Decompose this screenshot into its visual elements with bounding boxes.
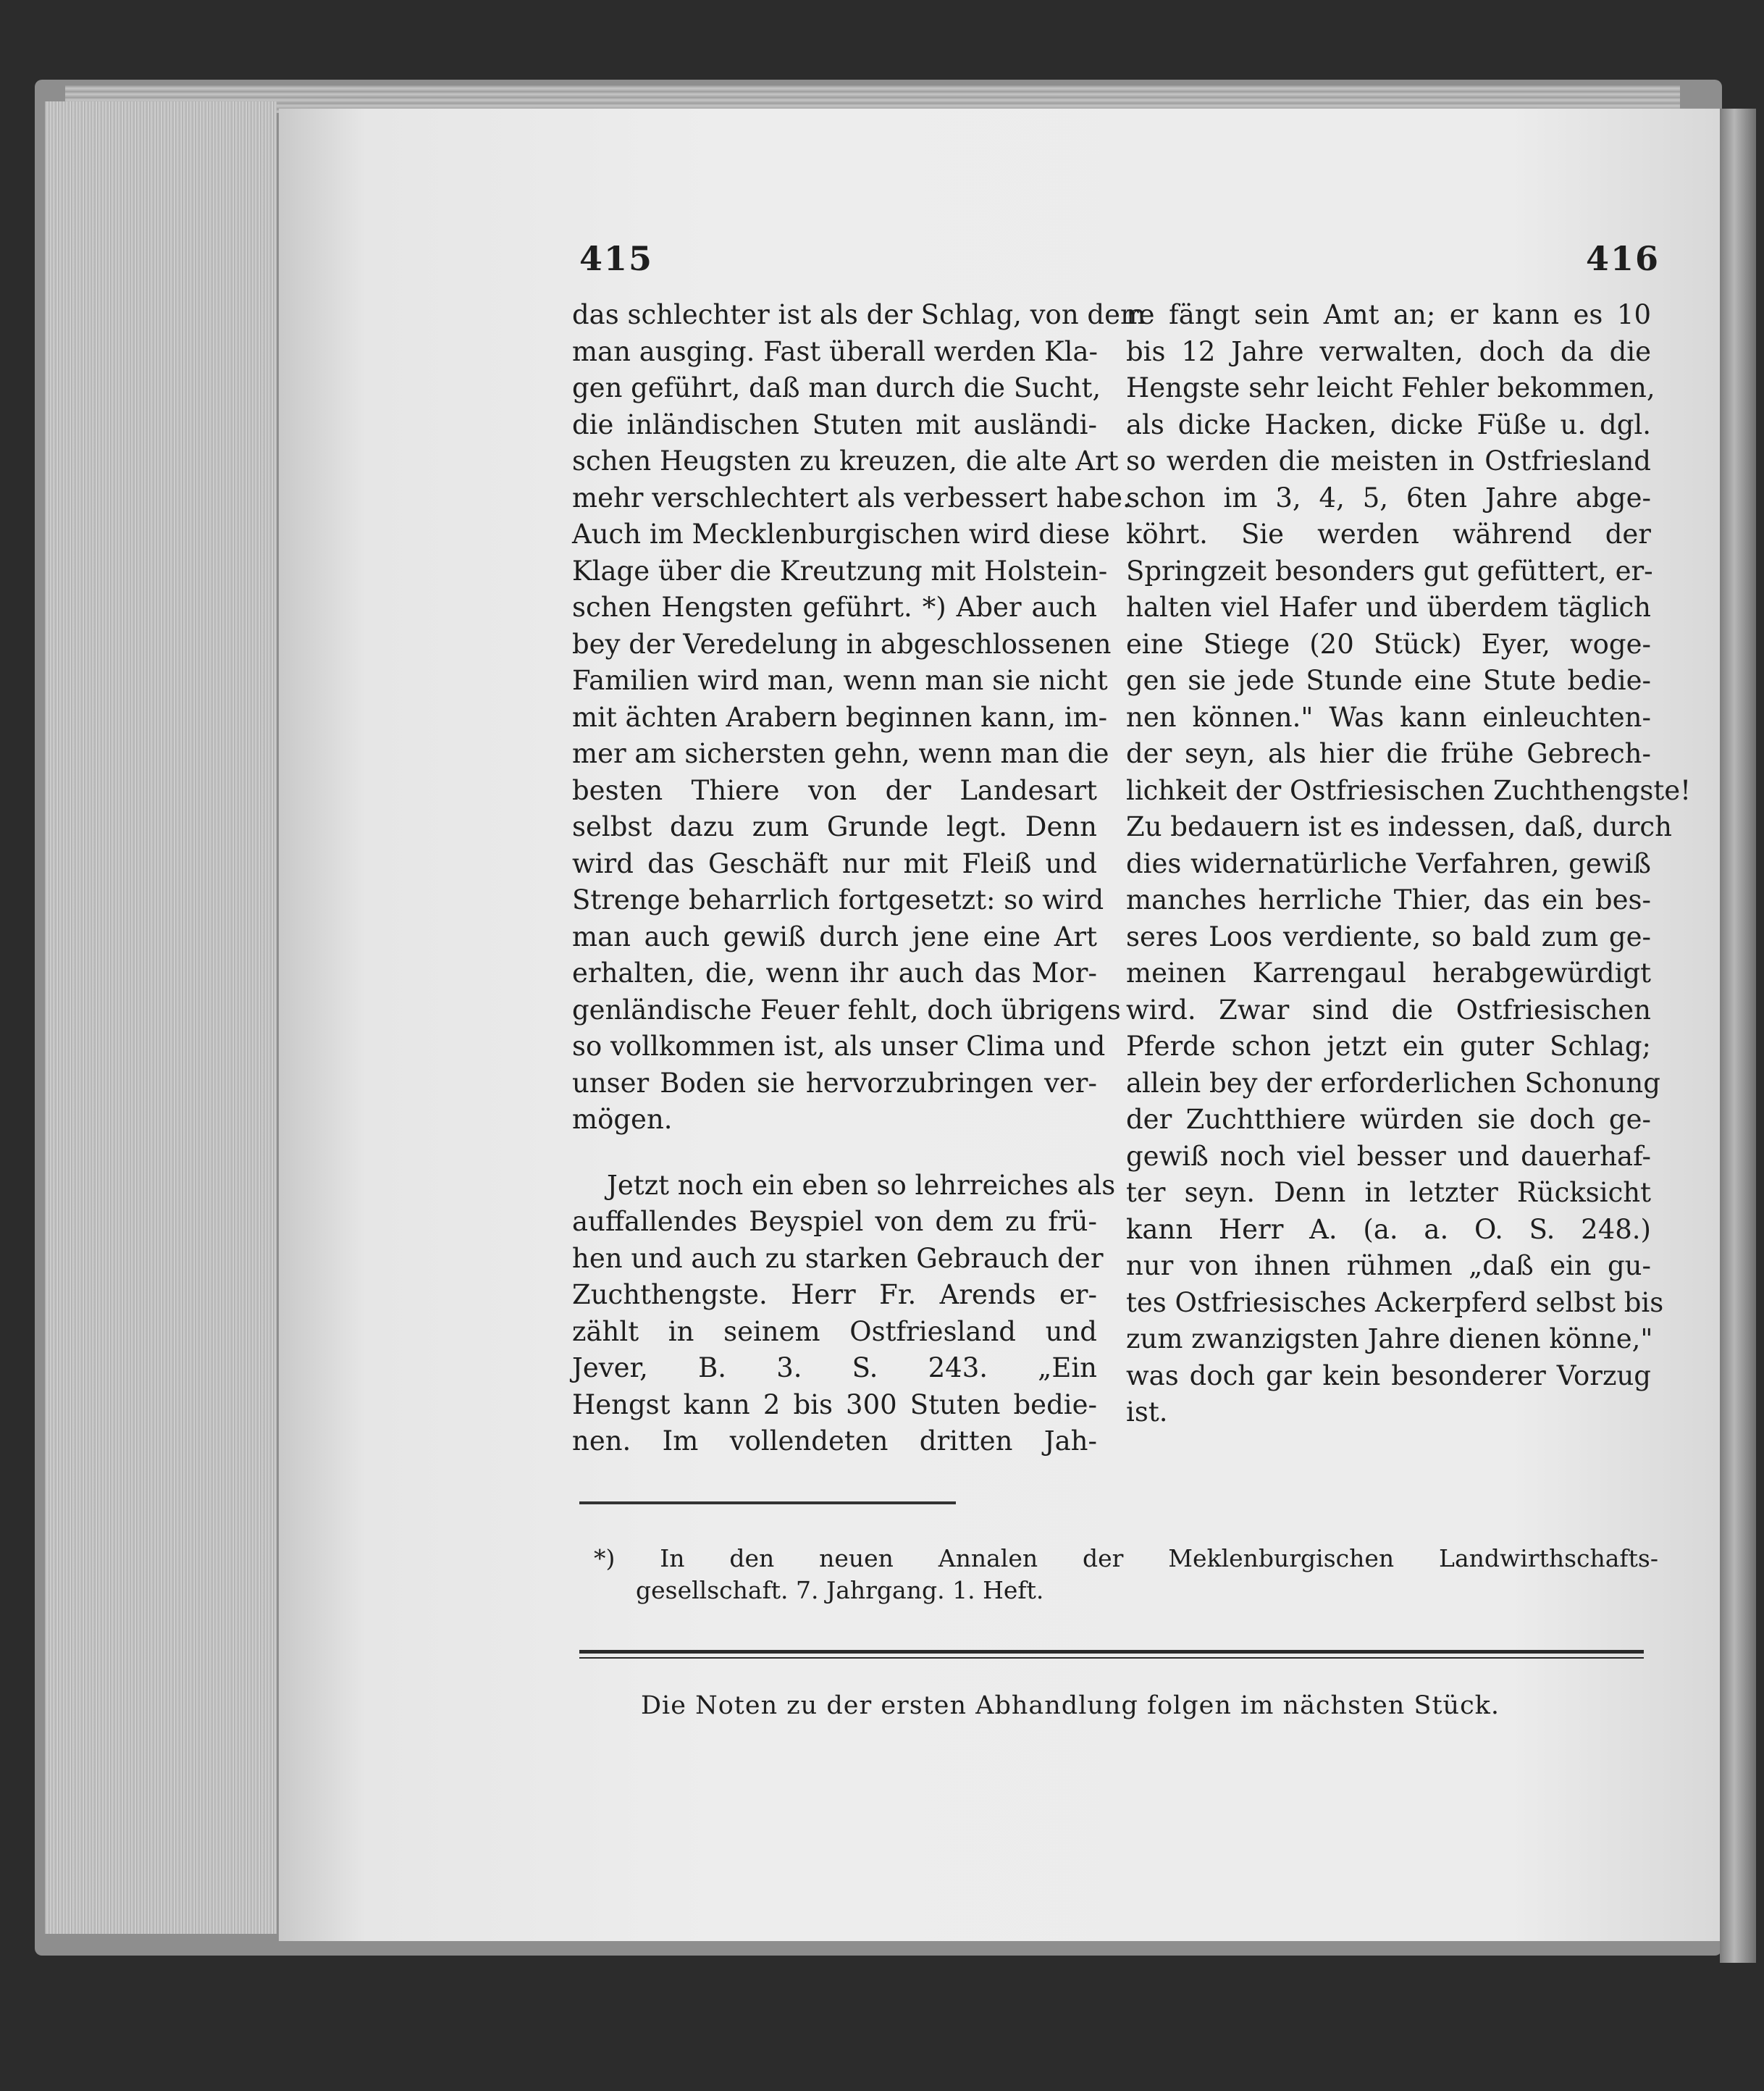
text-line: allein bey der erforderlichen Schonung xyxy=(1126,1067,1660,1099)
text-line: eine Stiege (20 Stück) Eyer, woge- xyxy=(1126,628,1651,660)
text-line: unser Boden sie hervorzubringen ver- xyxy=(572,1067,1097,1099)
text-line: hen und auch zu starken Gebrauch der xyxy=(572,1242,1104,1274)
paragraph-spacer xyxy=(572,1139,1097,1168)
text-line: schen Heugsten zu kreuzen, die alte Art xyxy=(572,445,1119,477)
text-line: manches herrliche Thier, das ein bes- xyxy=(1126,884,1651,915)
text-line: wird das Geschäft nur mit Fleiß und xyxy=(572,847,1097,879)
text-line: mit ächten Arabern beginnen kann, im- xyxy=(572,701,1108,733)
text-line: Auch im Mecklenburgischen wird diese xyxy=(572,519,1110,550)
text-line: so vollkommen ist, als unser Clima und xyxy=(572,1031,1106,1062)
text-line: meinen Karrengaul herabgewürdigt xyxy=(1126,957,1651,989)
text-line: das schlechter ist als der Schlag, von dem xyxy=(572,299,1146,330)
left-text-column xyxy=(572,297,1146,1460)
closing-note: Die Noten zu der ersten Abhandlung folgen im nächsten Stück. xyxy=(641,1691,1500,1720)
text-line: mögen. xyxy=(572,1104,673,1135)
text-line: mehr verschlechtert als verbessert habe. xyxy=(572,482,1131,514)
text-line: nen können." Was kann einleuchten- xyxy=(1126,701,1651,733)
text-line: selbst dazu zum Grunde legt. Denn xyxy=(572,811,1097,842)
text-line: Klage über die Kreutzung mit Holstein- xyxy=(572,555,1108,587)
text-line: ter seyn. Denn in letzter Rücksicht xyxy=(1126,1177,1651,1208)
page-number-left: 415 xyxy=(579,239,654,278)
text-line: gen sie jede Stunde eine Stute bedie- xyxy=(1126,665,1651,696)
text-line: schen Hengsten geführt. *) Aber auch xyxy=(572,592,1097,623)
text-line: gewiß noch viel besser und dauerhaf- xyxy=(1126,1140,1651,1172)
text-line: nen. Im vollendeten dritten Jah- xyxy=(572,1425,1097,1457)
facing-page-edge xyxy=(1720,109,1756,1963)
text-line: die inländischen Stuten mit ausländi- xyxy=(572,408,1097,440)
text-line: besten Thiere von der Landesart xyxy=(572,774,1097,806)
text-line: re fängt sein Amt an; er kann es 10 xyxy=(1126,299,1651,330)
text-line: köhrt. Sie werden während der xyxy=(1126,519,1651,550)
footnote xyxy=(594,1543,1658,1606)
text-line: ist. xyxy=(1126,1396,1168,1428)
text-line: dies widernatürliche Verfahren, gewiß xyxy=(1126,847,1651,879)
text-line: gen geführt, daß man durch die Sucht, xyxy=(572,372,1101,403)
text-line: nur von ihnen rühmen „daß ein gu- xyxy=(1126,1250,1651,1281)
text-line: halten viel Hafer und überdem täglich xyxy=(1126,592,1651,623)
text-line: lichkeit der Ostfriesischen Zuchthengste! xyxy=(1126,774,1691,806)
footnote-line: gesellschaft. 7. Jahrgang. 1. Heft. xyxy=(636,1576,1044,1604)
text-line: kann Herr A. (a. a. O. S. 248.) xyxy=(1126,1213,1651,1245)
text-line: so werden die meisten in Ostfriesland xyxy=(1126,445,1651,477)
text-line: der seyn, als hier die frühe Gebrech- xyxy=(1126,738,1651,769)
text-line: schon im 3, 4, 5, 6ten Jahre abge- xyxy=(1126,482,1651,514)
text-line: genländische Feuer fehlt, doch übrigens xyxy=(572,994,1121,1026)
text-line: auffallendes Beyspiel von dem zu frü- xyxy=(572,1206,1097,1237)
right-text-column xyxy=(1126,297,1691,1431)
text-line: seres Loos verdiente, so bald zum ge- xyxy=(1126,921,1651,952)
text-line: Zu bedauern ist es indessen, daß, durch xyxy=(1126,811,1672,842)
page-number-right: 416 xyxy=(1586,239,1660,278)
text-line: Pferde schon jetzt ein guter Schlag; xyxy=(1126,1031,1651,1062)
text-line: wird. Zwar sind die Ostfriesischen xyxy=(1126,994,1651,1026)
text-line: Hengst kann 2 bis 300 Stuten bedie- xyxy=(572,1388,1097,1420)
footnote-line: *) In den neuen Annalen der Meklenburgischen Landwirthschafts- xyxy=(594,1544,1658,1572)
footnote-separator-rule xyxy=(579,1501,956,1504)
text-line: zählt in seinem Ostfriesland und xyxy=(572,1315,1097,1347)
text-line: bis 12 Jahre verwalten, doch da die xyxy=(1126,335,1651,367)
text-line: Zuchthengste. Herr Fr. Arends er- xyxy=(572,1279,1097,1310)
text-line: was doch gar kein besonderer Vorzug xyxy=(1126,1359,1651,1391)
text-line: als dicke Hacken, dicke Füße u. dgl. xyxy=(1126,408,1651,440)
text-line: erhalten, die, wenn ihr auch das Mor- xyxy=(572,957,1097,989)
text-line: man ausging. Fast überall werden Kla- xyxy=(572,335,1099,367)
text-line: Strenge beharrlich fortgesetzt: so wird xyxy=(572,884,1104,915)
text-line: der Zuchtthiere würden sie doch ge- xyxy=(1126,1104,1651,1135)
text-line: man auch gewiß durch jene eine Art xyxy=(572,921,1097,952)
text-line: Springzeit besonders gut gefüttert, er- xyxy=(1126,555,1653,587)
text-line: Jetzt noch ein eben so lehrreiches als xyxy=(607,1169,1116,1201)
text-line: Familien wird man, wenn man sie nicht xyxy=(572,665,1108,696)
text-line: bey der Veredelung in abgeschlossenen xyxy=(572,628,1112,660)
text-line: Jever, B. 3. S. 243. „Ein xyxy=(572,1352,1097,1383)
page-stack-edge xyxy=(45,101,277,1934)
text-line: tes Ostfriesisches Ackerpferd selbst bis xyxy=(1126,1286,1664,1318)
double-rule-divider xyxy=(579,1650,1644,1659)
text-line: mer am sichersten gehn, wenn man die xyxy=(572,738,1109,769)
text-line: Hengste sehr leicht Fehler bekommen, xyxy=(1126,372,1655,403)
text-line: zum zwanzigsten Jahre dienen könne," xyxy=(1126,1323,1653,1354)
